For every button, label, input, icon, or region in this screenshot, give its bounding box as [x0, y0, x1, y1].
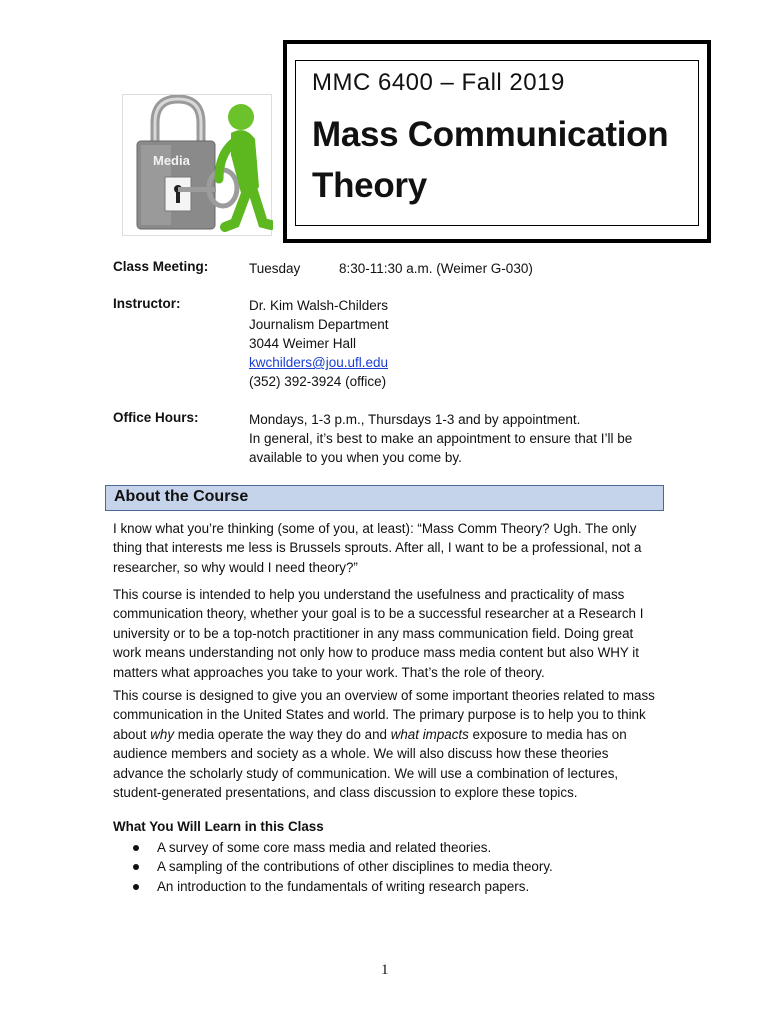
p3-emphasis-why: why [150, 726, 175, 742]
office-hours-label: Office Hours: [113, 410, 199, 425]
instructor-email-link[interactable]: kwchilders@jou.ufl.edu [249, 355, 389, 370]
learn-item-text: An introduction to the fundamentals of writing research papers. [157, 878, 530, 894]
about-paragraph-2: This course is intended to help you understand the usefulness and practicality of mass communication theory, whether your goal is to be a successful researcher at a Research I university or to be a top-notch practitioner in any mass communication field. Doing great work means understanding not only how to produce mass media content but also WHY it matters what approaches you take to your work. That’s the role of theory. [113, 587, 644, 680]
about-section-heading [105, 485, 664, 511]
p3-part-a: This course is designed to give you an overview of some important theories related to mass communication in the United States and world. The primary purpose is to help you to think about [113, 688, 655, 742]
course-title-line2: Theory [312, 166, 427, 205]
list-item [133, 857, 553, 876]
office-hours-details [249, 410, 632, 467]
padlock-key-figure-icon [123, 95, 273, 237]
course-title [312, 109, 692, 211]
instructor-name: Dr. Kim Walsh-Childers [249, 298, 389, 313]
p3-part-b: media operate the way they do and [174, 726, 391, 742]
bullet-icon [133, 845, 139, 851]
bullet-icon [133, 884, 139, 890]
illustration-media-label: Media [153, 153, 190, 168]
title-box [283, 40, 711, 243]
instructor-label: Instructor: [113, 296, 181, 311]
p3-emphasis-what-impacts: what impacts [390, 726, 469, 742]
about-paragraph-3 [113, 686, 661, 802]
title-box-inner [295, 60, 699, 226]
office-hours-line3: available to you when you come by. [249, 450, 462, 465]
p3-part-c: exposure to media has on audience members and society as a whole. We will also discuss how these theories advance the scholarly study of communication. We will use a combination of lectures, student-generated presentations, and class discussion to explore these topics. [113, 726, 627, 801]
class-meeting-label: Class Meeting: [113, 259, 209, 274]
instructor-department: Journalism Department [249, 317, 389, 332]
about-paragraph-1: I know what you’re thinking (some of you, at least): “Mass Comm Theory? Ugh. The only thing that interests me less is Brussels sprouts. After all, I want to be a professional, not a researcher, so why would I need theory?” [113, 521, 642, 575]
office-hours-line1: Mondays, 1-3 p.m., Thursdays 1-3 and by appointment. [249, 412, 581, 427]
instructor-details [249, 296, 389, 391]
learn-list [133, 838, 553, 896]
class-meeting-day: Tuesday [249, 261, 301, 276]
office-hours-line2: In general, it’s best to make an appointment to ensure that I’ll be [249, 431, 633, 446]
page-number: 1 [381, 962, 389, 978]
class-meeting-time: 8:30-11:30 a.m. (Weimer G-030) [339, 261, 533, 276]
bullet-icon [133, 864, 139, 870]
list-item [133, 838, 553, 857]
padlock-illustration [122, 94, 272, 236]
course-code: MMC 6400 – Fall 2019 [312, 69, 565, 96]
instructor-office: 3044 Weimer Hall [249, 336, 357, 351]
course-title-line1: Mass Communication [312, 115, 669, 154]
list-item [133, 877, 553, 896]
about-heading-text: About the Course [114, 488, 249, 505]
learn-item-text: A survey of some core mass media and related theories. [157, 840, 492, 855]
instructor-phone: (352) 392-3924 (office) [249, 374, 387, 389]
learn-heading: What You Will Learn in this Class [113, 819, 324, 834]
learn-item-text: A sampling of the contributions of other disciplines to media theory. [157, 859, 553, 875]
